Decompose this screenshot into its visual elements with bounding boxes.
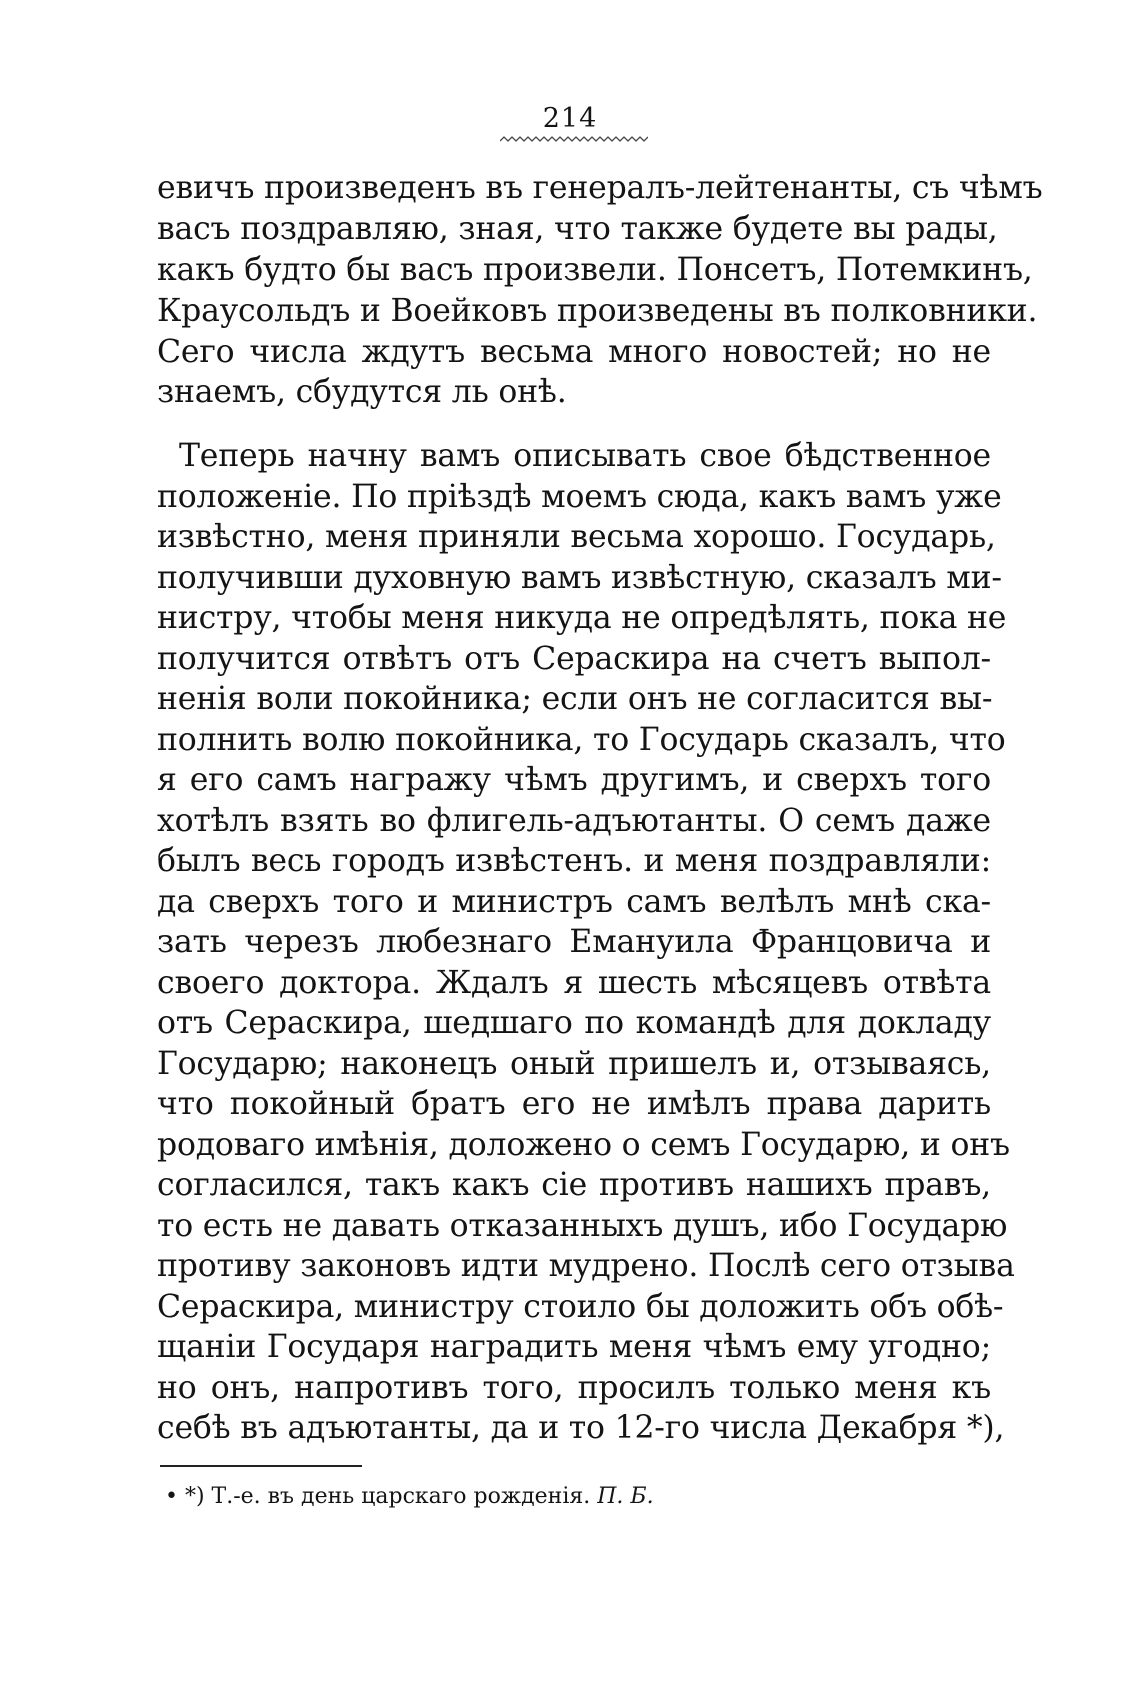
footnote-divider [160, 1465, 362, 1467]
text-line: Государю; наконецъ оный пришелъ и, отзываясь, [157, 1045, 991, 1082]
text-line: то есть не давать отказанныхъ душъ, ибо Государю [157, 1207, 1008, 1244]
text-line: что покойный братъ его не имѣлъ права дарить [157, 1086, 991, 1122]
text-line: былъ весь городъ извѣстенъ. и меня поздравляли: [157, 843, 991, 879]
text-line: васъ поздравляю, зная, что также будете вы рады, [157, 210, 998, 247]
footnote-signature: П. Б. [597, 1484, 654, 1509]
page-number: 214 [542, 103, 598, 134]
text-line: Сего числа ждутъ весьма много новостей; но не [157, 333, 991, 370]
text-line: противу законовъ идти мудрено. Послѣ сего отзыва [157, 1248, 1015, 1284]
text-line: Теперь начну вамъ описывать свое бѣдственное [179, 438, 991, 474]
text-line: ненія воли покойника; если онъ не согласится вы- [157, 681, 993, 717]
text-line: получится отвѣтъ отъ Сераскира на счетъ выпол- [157, 640, 991, 677]
wavy-rule-ornament [500, 134, 648, 144]
paragraph-continuation [157, 168, 1043, 413]
text-line: согласился, такъ какъ сіе противъ нашихъ правъ, [157, 1167, 991, 1203]
footnote-bullet: • [165, 1484, 178, 1509]
text-line: получивши духовную вамъ извѣстную, сказалъ ми- [157, 559, 1002, 596]
text-line: отъ Сераскира, шедшаго по командѣ для докладу [157, 1005, 991, 1041]
text-line: Сераскира, министру стоило бы доложить объ обѣ- [157, 1288, 1004, 1325]
text-line: евичъ произведенъ въ генералъ-лейтенанты, съ чѣмъ [157, 170, 1043, 206]
text-line: какъ будто бы васъ произвели. Понсетъ, Потемкинъ, [157, 251, 1033, 288]
paragraph-main [157, 436, 1015, 1449]
text-line: хотѣлъ взять во флигель-адъютанты. О семъ даже [157, 802, 991, 839]
footnote-text: *) Т.-е. въ день царскаго рожденія. [184, 1484, 591, 1509]
text-line: я его самъ награжу чѣмъ другимъ, и сверхъ того [157, 762, 991, 798]
text-line: нистру, чтобы меня никуда не опредѣлять, пока не [157, 600, 1007, 636]
text-line: но онъ, напротивъ того, просилъ только меня къ [157, 1369, 991, 1406]
text-line: своего доктора. Ждалъ я шесть мѣсяцевъ отвѣта [157, 964, 991, 1001]
text-line: щаніи Государя наградить меня чѣмъ ему угодно; [157, 1329, 991, 1365]
text-line: себѣ въ адъютанты, да и то 12-го числа Декабря *), [157, 1410, 1005, 1446]
text-line: полнить волю покойника, то Государь сказалъ, что [157, 721, 1006, 758]
text-line: Краусольдъ и Воейковъ произведены въ полковники. [157, 292, 1038, 329]
text-line: знаемъ, сбудутся ль онѣ. [157, 374, 567, 411]
text-line: зать черезъ любезнаго Емануила Францовича и [157, 924, 991, 960]
text-line: да сверхъ того и министръ самъ велѣлъ мнѣ ска- [157, 883, 991, 920]
text-line: извѣстно, меня приняли весьма хорошо. Государь, [157, 519, 996, 555]
footnote [165, 1482, 654, 1512]
text-line: родоваго имѣнія, доложено о семъ Государю, и онъ [157, 1126, 1010, 1163]
text-line: положеніе. По пріѣздѣ моемъ сюда, какъ вамъ уже [157, 478, 1002, 515]
